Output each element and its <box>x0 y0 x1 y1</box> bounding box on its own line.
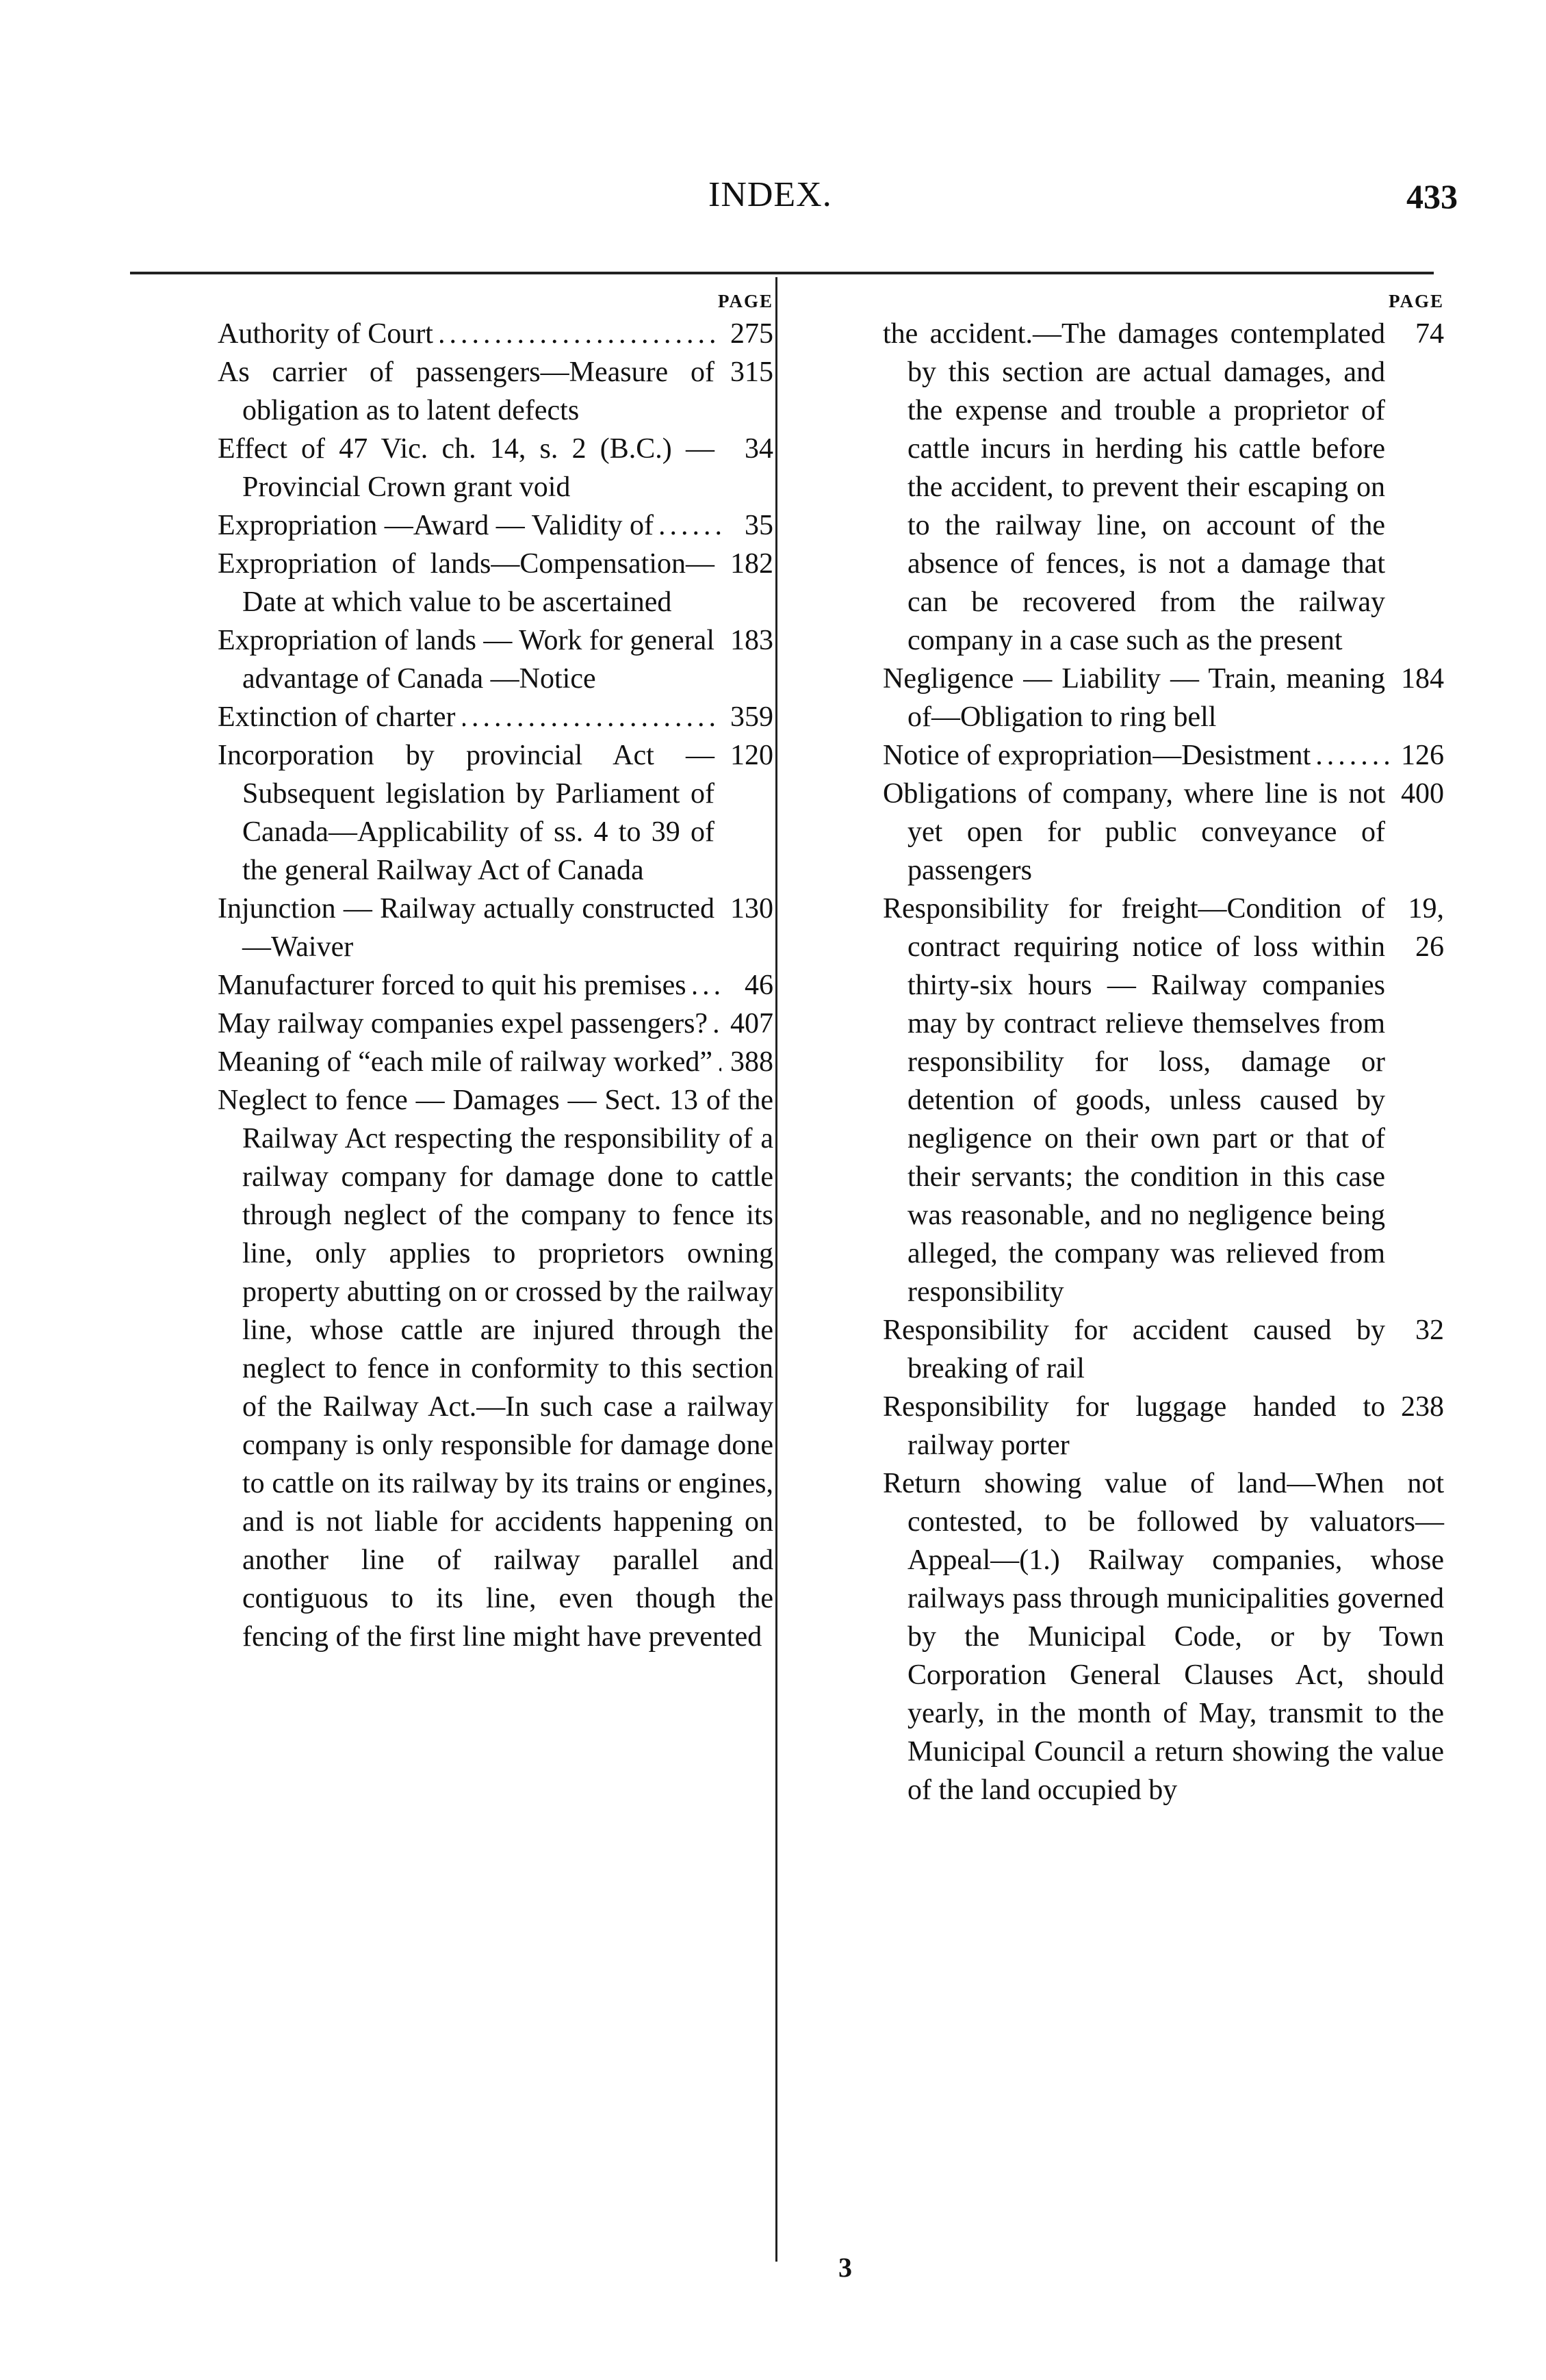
left-column <box>218 287 773 1656</box>
index-entry-text: Incorporation by provincial Act — Subsequent legislation by Parliament of Canada—Applicability of ss. 4 to 39 of the general Railway Act of Canada <box>218 740 714 886</box>
index-entry-text: the accident.—The damages contemplated by this section are actual damages, and the expense and trouble a proprietor of cattle incurs in herding his cattle before the accident, to prevent their escaping on to the railway line, on account of the absence of fences, is not a damage that can be recovered from the railway company in a case such as the present <box>883 318 1385 656</box>
index-entry-page: 183 <box>730 625 773 656</box>
index-entry-text: Responsibility for accident caused by breaking of rail <box>883 1315 1385 1384</box>
index-entry-text: Expropriation of lands—Compensation—Date at which value to be ascertained <box>218 548 714 618</box>
index-entry <box>883 775 1444 890</box>
top-rule <box>130 272 1434 274</box>
index-entry-page: 388 <box>730 1046 773 1078</box>
index-entry-text: Expropriation of lands — Work for general advantage of Canada —Notice <box>218 625 714 695</box>
dot-leader <box>693 966 721 1005</box>
index-entry <box>218 1043 773 1081</box>
index-entry <box>218 353 773 430</box>
index-entry-page: 275 <box>730 318 773 350</box>
dot-leader <box>719 1043 721 1081</box>
index-entry-text: Manufacturer forced to quit his premises <box>218 970 686 1001</box>
index-entry <box>218 1005 773 1043</box>
index-entry-page: 120 <box>730 740 773 771</box>
index-entry-page: 400 <box>1401 778 1444 810</box>
index-entry <box>883 890 1444 1311</box>
index-entry <box>218 890 773 966</box>
index-entry-page: 19, 26 <box>1408 893 1444 963</box>
index-entry-text: Return showing value of land—When not contested, to be followed by valuators—Appeal—(1.) Railway companies, whose railways pass through municipalities governed by the Municipal Code, or by Town Corporation General Clauses Act, should yearly, in the month of May, transmit to the Municipal Council a return showing the value of the land occupied by <box>883 1468 1444 1806</box>
page-column-label: PAGE <box>718 291 773 311</box>
dot-leader <box>1317 736 1392 775</box>
index-entry-page: 74 <box>1415 318 1444 350</box>
index-entry <box>883 1464 1444 1809</box>
index-entry <box>883 736 1444 775</box>
index-entry-text: Responsibility for luggage handed to railway porter <box>883 1391 1385 1461</box>
index-entries-right <box>883 315 1444 1809</box>
index-entry-text: Meaning of “each mile of railway worked” <box>218 1046 713 1078</box>
dot-leader <box>440 315 721 353</box>
index-entry-page: 34 <box>745 433 773 465</box>
page-number: 433 <box>1406 177 1458 216</box>
index-entry <box>883 1388 1444 1464</box>
index-entry-page: 46 <box>745 970 773 1001</box>
index-entry <box>218 736 773 890</box>
running-title: INDEX. <box>708 175 832 214</box>
index-entry <box>218 966 773 1005</box>
index-entry-text: Obligations of company, where line is not yet open for public conveyance of passengers <box>883 778 1385 886</box>
index-entry-page: 407 <box>730 1008 773 1039</box>
index-entry-text: Neglect to fence — Damages — Sect. 13 of the Railway Act respecting the responsibility of a railway company for damage done to cattle through neglect of the company to fence its line, only applies to proprietors owning property abutting on or crossed by the railway line, whose cattle are injured through the neglect to fence in conformity to this section of the Railway Act.—In such case a railway company is only responsible for damage done to cattle on its railway by its trains or engines, and is not liable for accidents happening on another line of railway parallel and contiguous to its line, even though the fencing of the first line might have prevented <box>218 1085 773 1653</box>
index-entry <box>218 621 773 698</box>
index-entry <box>883 1311 1444 1388</box>
dot-leader <box>714 1005 721 1043</box>
index-entries-left <box>218 315 773 1656</box>
index-entry-text: Responsibility for freight—Condition of contract requiring notice of loss within thirty-six hours — Railway companies may by contract relieve themselves from responsibility for loss, damage or detention of goods, unless caused by negligence on their own part or that of their servants; the condition in this case was reasonable, and no negligence being alleged, the company was relieved from responsibility <box>883 893 1385 1308</box>
right-column <box>883 287 1444 1809</box>
index-entry-text: May railway companies expel passengers? <box>218 1008 708 1039</box>
index-entry-page: 182 <box>730 548 773 580</box>
index-entry-page: 126 <box>1401 740 1444 771</box>
page-column-label: PAGE <box>1389 291 1444 311</box>
index-entry-page: 238 <box>1401 1391 1444 1423</box>
index-entry-page: 35 <box>745 510 773 541</box>
index-entry-text: Extinction of charter <box>218 701 456 733</box>
index-entry-text: Effect of 47 Vic. ch. 14, s. 2 (B.C.) —Provincial Crown grant void <box>218 433 714 503</box>
dot-leader <box>463 698 721 736</box>
index-entry-page: 32 <box>1415 1315 1444 1346</box>
index-entry <box>218 506 773 545</box>
index-entry-text: Injunction — Railway actually constructed—Waiver <box>218 893 714 963</box>
index-entry-page: 184 <box>1401 663 1444 695</box>
index-entry-page: 315 <box>730 357 773 388</box>
index-entry-page: 359 <box>730 701 773 733</box>
index-entry-text: As carrier of passengers—Measure of obligation as to latent defects <box>218 357 714 426</box>
index-entry <box>883 315 1444 660</box>
index-entry <box>218 545 773 621</box>
index-entry <box>218 430 773 506</box>
index-entry-page: 130 <box>730 893 773 924</box>
index-entry <box>883 660 1444 736</box>
index-entry-text: Negligence — Liability — Train, meaning of—Obligation to ring bell <box>883 663 1385 733</box>
dot-leader <box>660 506 721 545</box>
index-entry-text: Expropriation —Award — Validity of <box>218 510 654 541</box>
printer-signature-mark: 3 <box>838 2252 852 2283</box>
index-entry <box>218 315 773 353</box>
column-divider <box>775 277 777 2262</box>
index-entry <box>218 698 773 736</box>
index-entry-text: Authority of Court <box>218 318 433 350</box>
index-entry <box>218 1081 773 1656</box>
index-entry-text: Notice of expropriation—Desistment <box>883 740 1311 771</box>
